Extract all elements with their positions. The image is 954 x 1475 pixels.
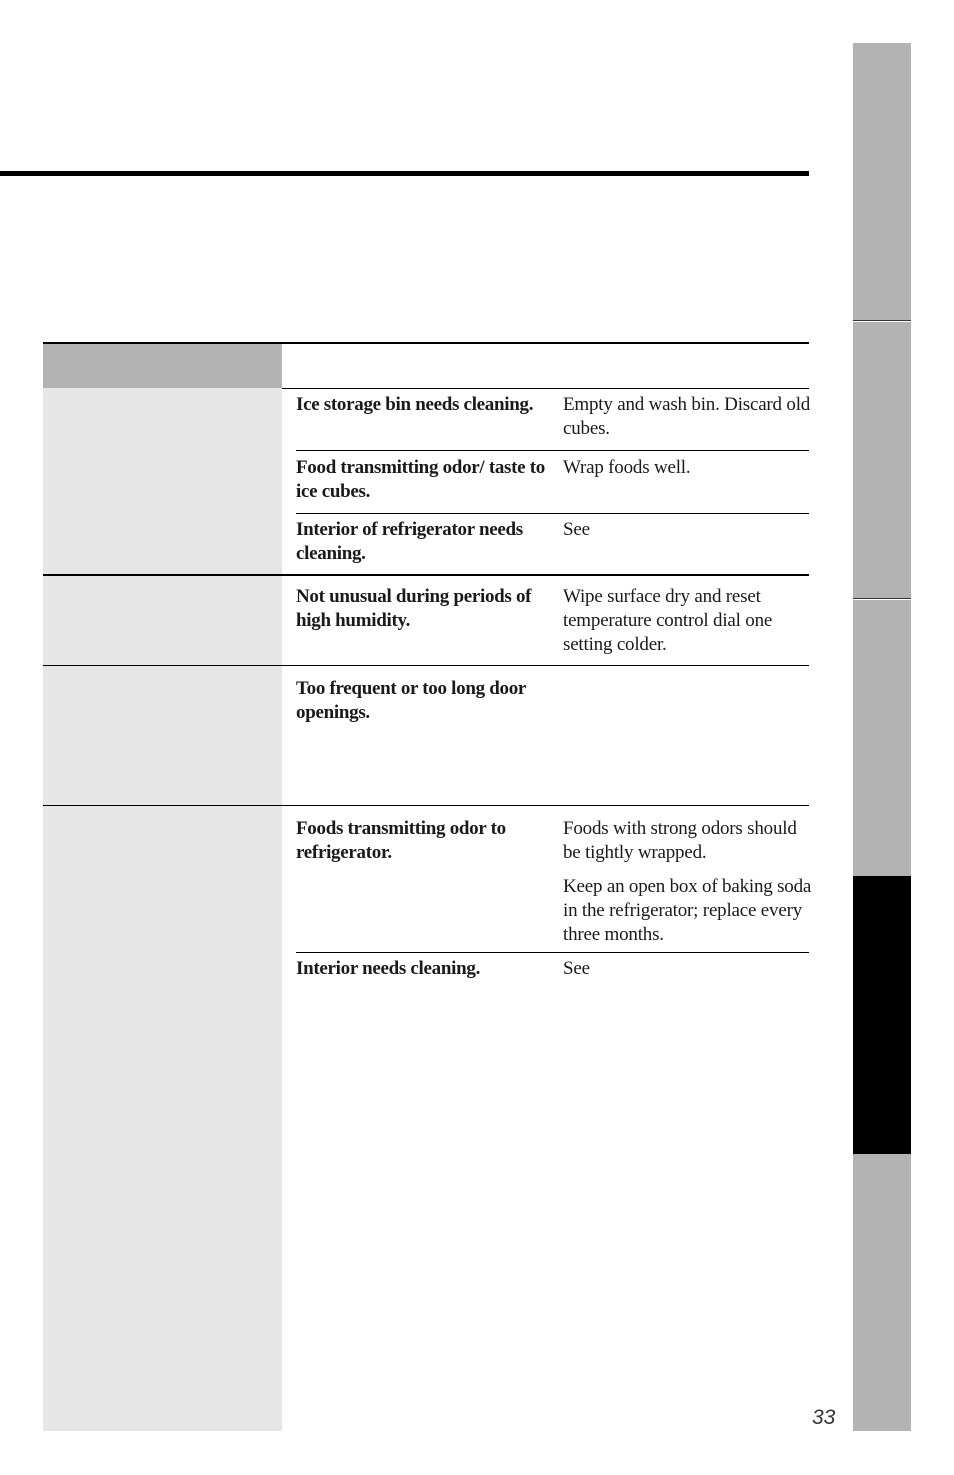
section-divider [43, 574, 809, 576]
row-divider [296, 450, 809, 451]
solution-text: Keep an open box of baking soda in the refrigerator; replace every three months. [563, 876, 812, 945]
cause-text: Interior of refrigerator needs cleaning. [296, 519, 523, 564]
cause-text: Food transmitting odor/ taste to ice cubes. [296, 457, 545, 502]
row-divider [282, 388, 809, 389]
side-tab-2 [853, 322, 911, 598]
section-divider [43, 805, 809, 806]
side-tab-3 [853, 600, 911, 876]
top-rule [0, 171, 809, 176]
cause-text: Ice storage bin needs cleaning. [296, 394, 534, 415]
row-divider [296, 952, 809, 953]
cause-text: Not unusual during periods of high humidity. [296, 586, 532, 631]
side-tab-active [853, 876, 911, 1154]
solution-text: See [563, 519, 590, 540]
cause-text: Interior needs cleaning. [296, 958, 481, 979]
solution-text: Empty and wash bin. Discard old cubes. [563, 394, 811, 439]
row-divider [296, 513, 809, 514]
solution-text: See [563, 958, 590, 979]
side-tab-1 [853, 43, 911, 320]
table-header-cell [43, 344, 282, 388]
cause-text: Too frequent or too long door openings. [296, 678, 526, 723]
problem-column [43, 388, 282, 1431]
section-divider [43, 665, 809, 666]
solution-text: Wrap foods well. [563, 457, 691, 478]
cause-text: Foods transmitting odor to refrigerator. [296, 818, 506, 863]
side-tab-5 [853, 1154, 911, 1431]
side-tab-divider [853, 320, 911, 321]
page-number: 33 [812, 1406, 836, 1429]
solution-text: Foods with strong odors should be tightly wrapped. [563, 818, 797, 863]
side-tab-divider [853, 598, 911, 599]
solution-text: Wipe surface dry and reset temperature control dial one setting colder. [563, 586, 773, 655]
